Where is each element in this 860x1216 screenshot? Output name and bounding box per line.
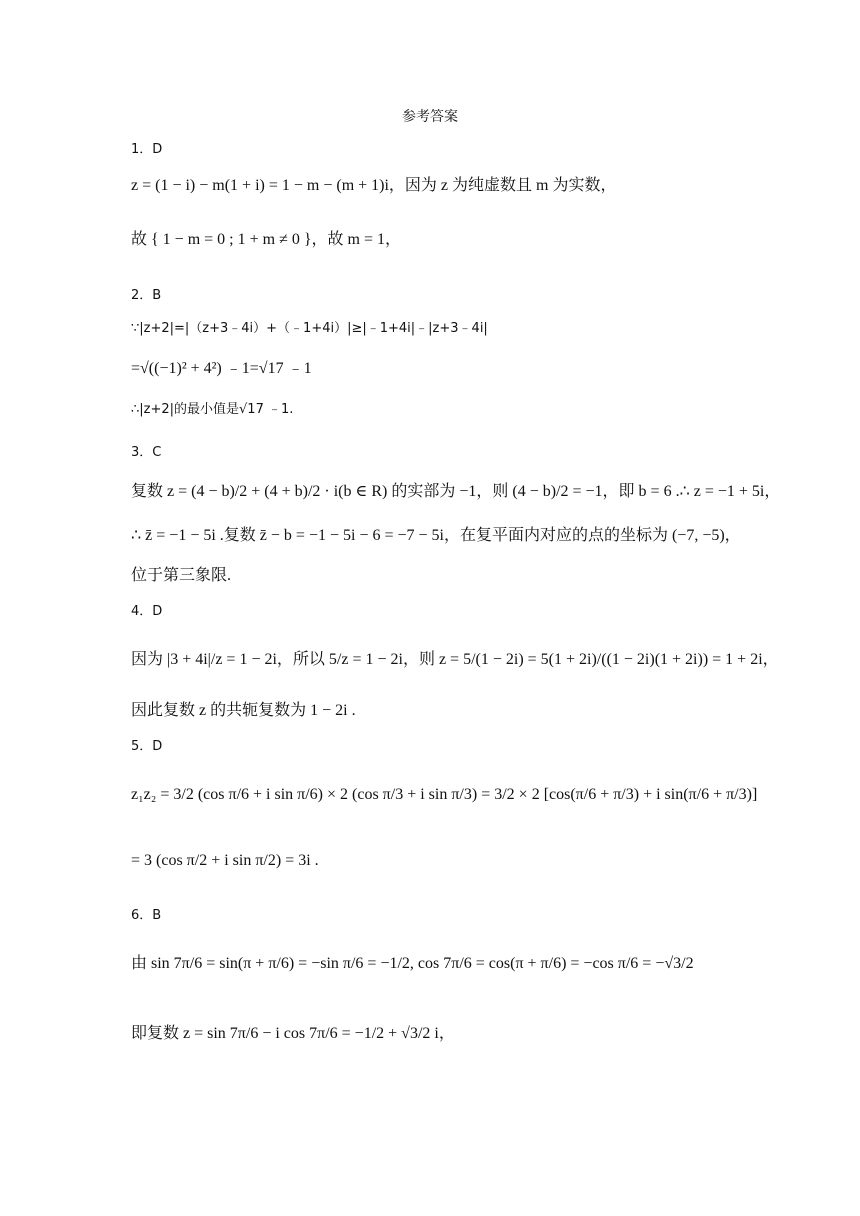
answer-1-line-1: z = (1 − i) − m(1 + i) = 1 − m − (m + 1)i，因为 z 为纯虚数且 m 为实数， [131, 177, 617, 194]
answer-3-line-2: ∴ z̄ = −1 − 5i .复数 z̄ − b = −1 − 5i − 6 = −7 − 5i，在复平面内对应的点的坐标为 (−7, −5)， [131, 527, 741, 544]
answer-4-line-1: 因为 |3 + 4i|/z = 1 − 2i，所以 5/z = 1 − 2i，则 z = 5/(1 − 2i) = 5(1 + 2i)/((1 − 2i)(1 + 2i)) = 1 + 2i， [131, 651, 779, 668]
answer-3-line-1: 复数 z = (4 − b)/2 + (4 + b)/2 · i(b ∈ R) 的实部为 −1，则 (4 − b)/2 = −1，即 b = 6 .∴ z = −1 + 5i， [131, 483, 781, 500]
answer-2-line-1: ∵|z+2|=|（z+3﹣4i）+（﹣1+4i）|≥|﹣1+4i|﹣|z+3﹣4i| [131, 321, 488, 336]
answer-4-line-2: 因此复数 z 的共轭复数为 1 − 2i . [131, 702, 356, 719]
answer-3-line-3: 位于第三象限. [131, 567, 232, 584]
answer-label-3: 3．C [131, 445, 162, 460]
answer-6-line-1: 由 sin 7π/6 = sin(π + π/6) = −sin π/6 = −1/2, cos 7π/6 = cos(π + π/6) = −cos π/6 = −√3/2 [131, 955, 694, 972]
answer-label-5: 5．D [131, 739, 163, 754]
answer-label-1: 1．D [131, 142, 163, 157]
answer-label-2: 2．B [131, 288, 162, 303]
page-title: 参考答案 [402, 109, 458, 125]
answer-5-line-1: z₁z₂ = 3/2 (cos π/6 + i sin π/6) × 2 (cos π/3 + i sin π/3) = 3/2 × 2 [cos(π/6 + π/3) + i sin(π/6 + π/3)] [131, 786, 758, 803]
answer-2-line-3: ∴|z+2|的最小值是√17 ﹣1. [131, 402, 294, 417]
answer-label-4: 4．D [131, 604, 163, 619]
answer-label-6: 6．B [131, 908, 162, 923]
answer-2-line-2: =√((−1)² + 4²) ﹣1=√17 ﹣1 [131, 360, 312, 377]
answer-5-line-2: = 3 (cos π/2 + i sin π/2) = 3i . [131, 852, 319, 869]
answer-1-line-2: 故 { 1 − m = 0 ; 1 + m ≠ 0 }，故 m = 1， [131, 231, 402, 248]
answer-6-line-2: 即复数 z = sin 7π/6 − i cos 7π/6 = −1/2 + √3/2 i， [131, 1025, 455, 1042]
